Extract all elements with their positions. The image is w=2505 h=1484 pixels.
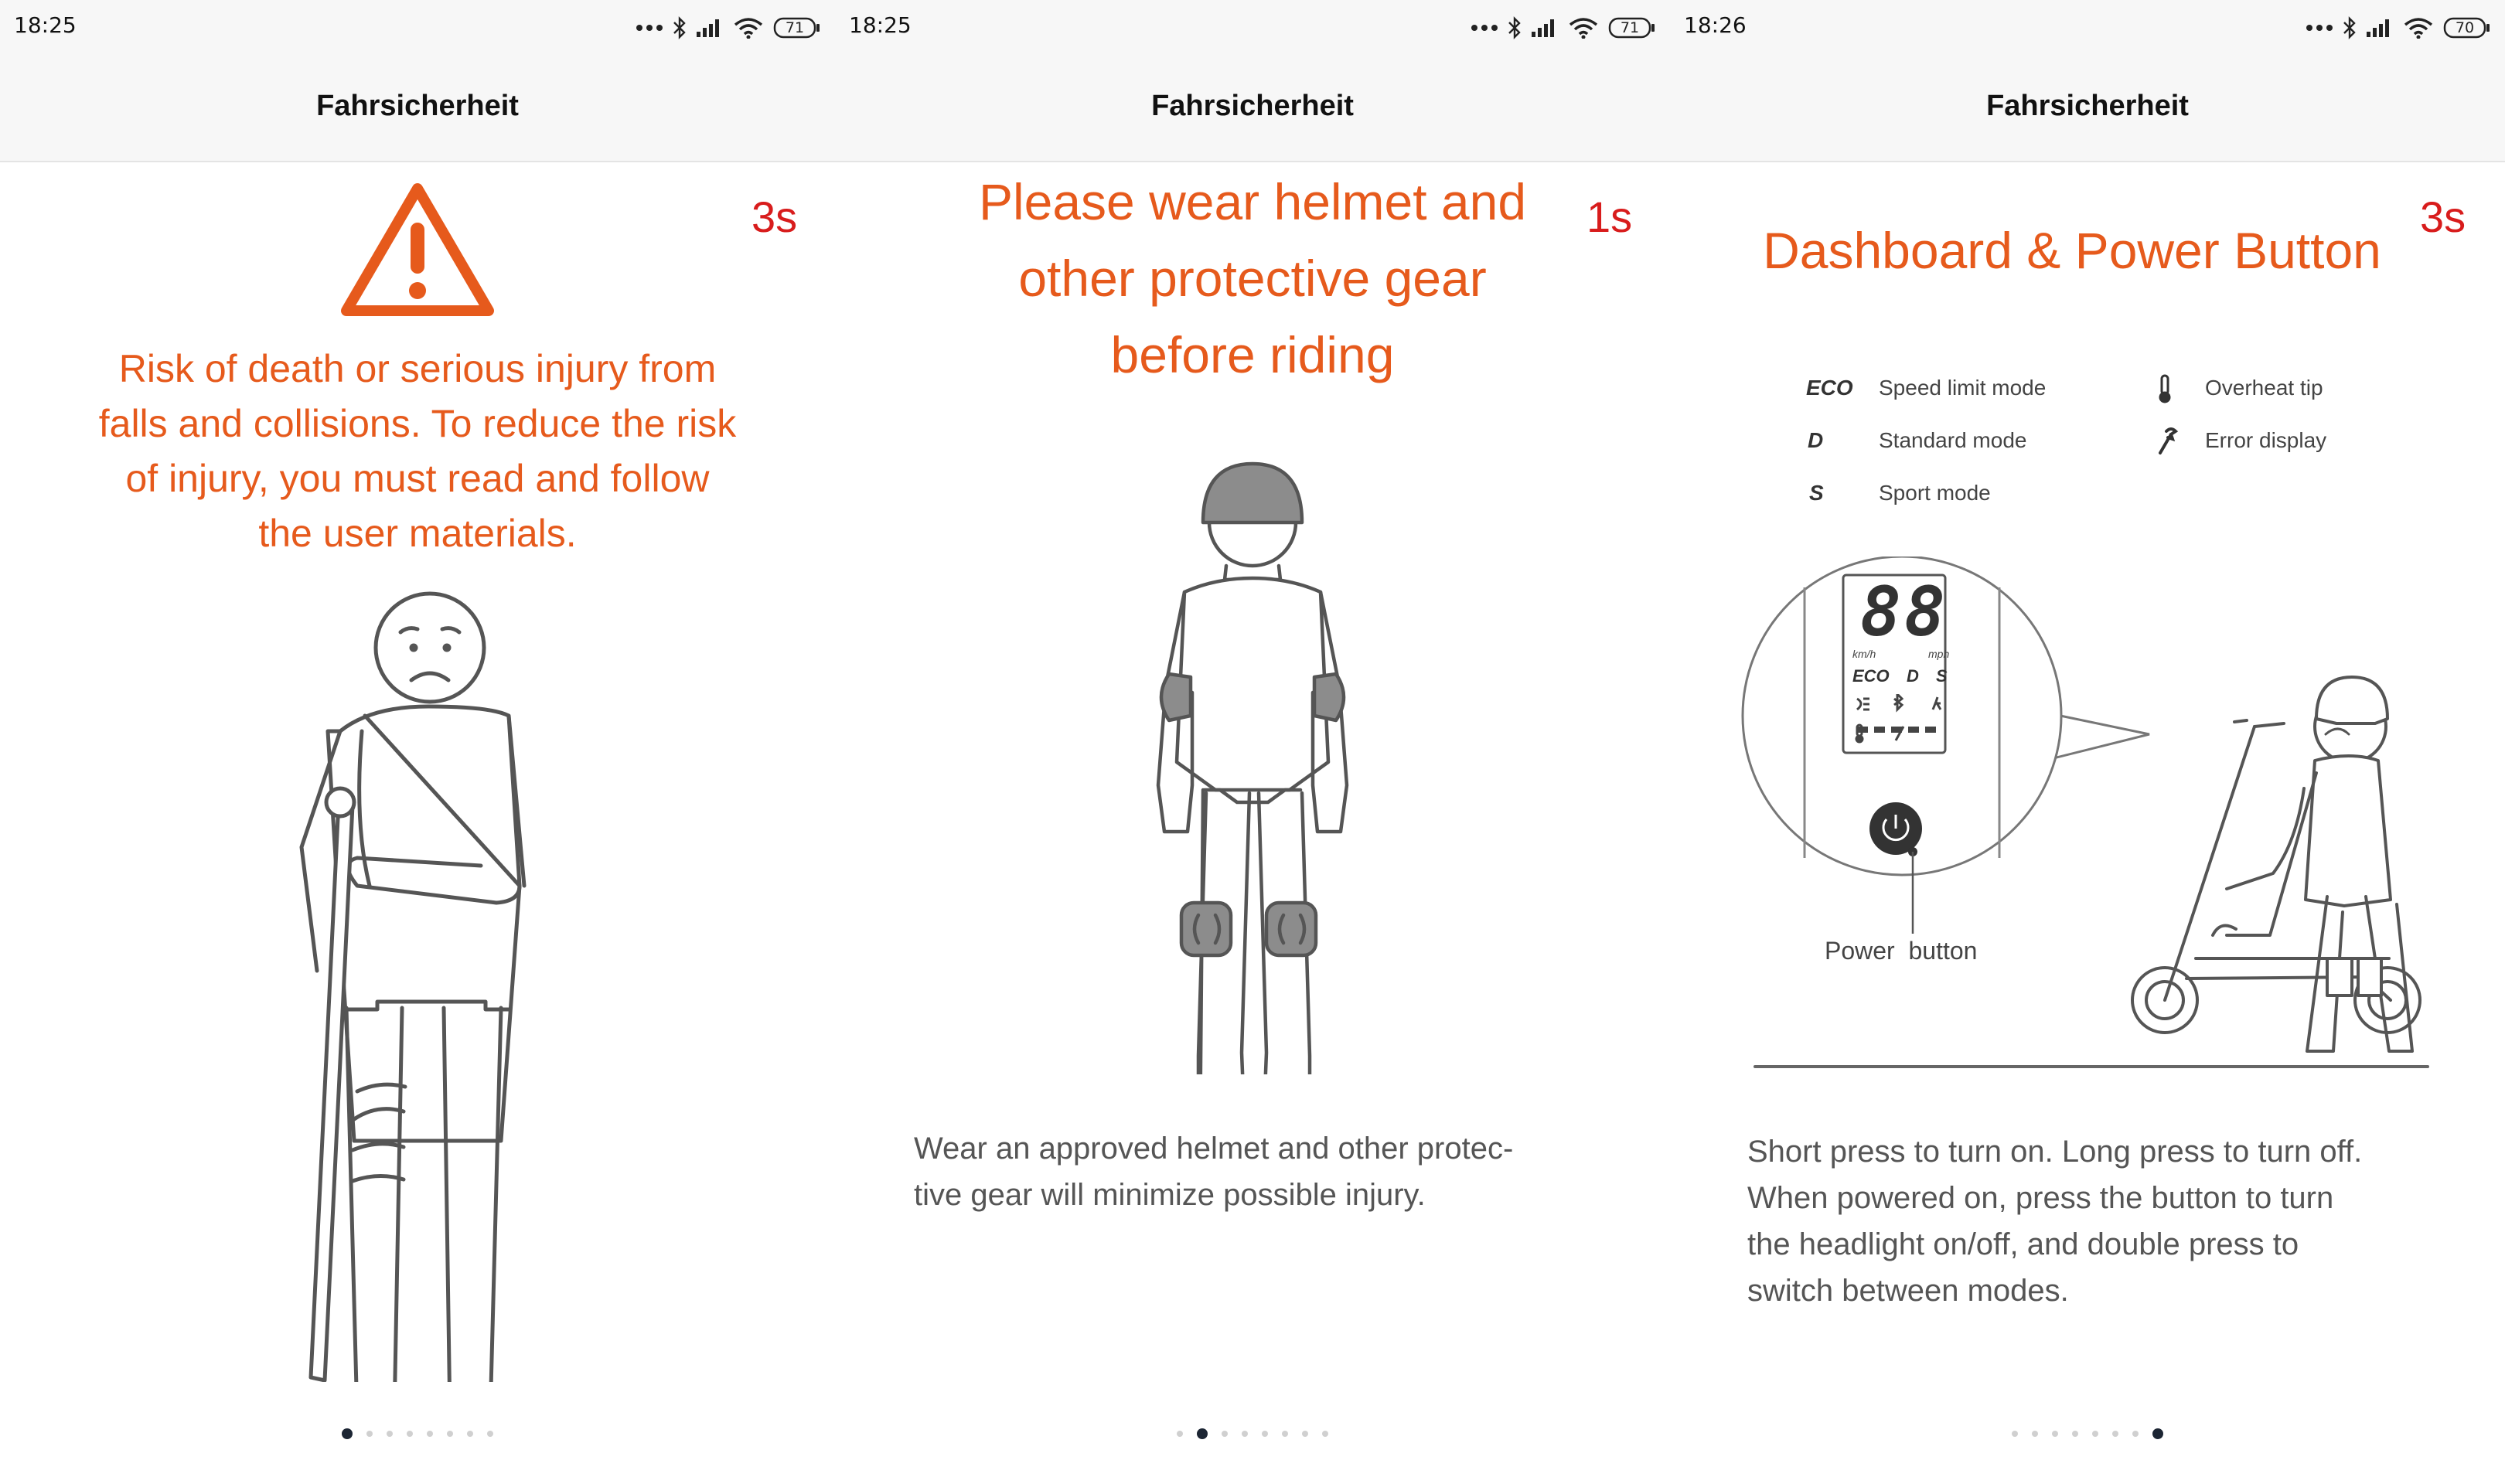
page-title: Fahrsicherheit <box>1151 90 1354 122</box>
signal-icon <box>2366 18 2394 38</box>
signal-icon <box>696 18 724 38</box>
page-dot[interactable] <box>1242 1431 1248 1437</box>
wifi-icon <box>1568 17 1599 39</box>
status-time: 18:25 <box>14 12 77 38</box>
screen-panel-2 <box>835 0 1670 1484</box>
bluetooth-icon <box>1508 16 1522 39</box>
protected-rider-illustration <box>1129 456 1376 1074</box>
page-dot[interactable] <box>342 1428 353 1439</box>
page-dot[interactable] <box>2152 1428 2163 1439</box>
standard-mode-label: Standard mode <box>1879 428 2027 452</box>
power-button-label: Power button <box>1825 937 1978 965</box>
countdown-timer: 3s <box>2420 192 2466 241</box>
wifi-icon <box>733 17 764 39</box>
dashboard-body-text: Short press to turn on. Long press to turn off. When powered on, press the button to turn the headlight on/off, and double press to switch between modes. <box>1747 1135 2363 1308</box>
thermometer-icon <box>2157 374 2173 403</box>
sport-mode-label: Sport mode <box>1879 481 1991 505</box>
more-dots-icon <box>1471 24 1498 32</box>
page-dot[interactable] <box>447 1431 453 1437</box>
wrench-icon <box>2156 427 2179 456</box>
page-dot[interactable] <box>2112 1431 2118 1437</box>
battery-level: 71 <box>1620 19 1640 36</box>
bluetooth-icon <box>673 16 687 39</box>
screen-panel-3 <box>1670 0 2505 1484</box>
page-title: Fahrsicherheit <box>316 90 519 122</box>
page-title: Fahrsicherheit <box>1986 90 2189 122</box>
app-bar <box>1670 56 2505 162</box>
signal-icon <box>1531 18 1559 38</box>
eco-mode-symbol: ECO <box>1806 376 1853 400</box>
speed-display-digits: 88 <box>1860 572 1948 652</box>
page-dot[interactable] <box>2032 1431 2038 1437</box>
page-dot[interactable] <box>427 1431 433 1437</box>
error-display-label: Error display <box>2205 428 2327 452</box>
page-indicator <box>0 1428 835 1439</box>
d-mode-symbol: D <box>1808 428 1824 452</box>
dashboard-heading: Dashboard & Power Button <box>1763 222 2381 279</box>
app-bar <box>0 56 835 162</box>
bluetooth-icon <box>2343 16 2357 39</box>
page-dot[interactable] <box>366 1431 373 1437</box>
countdown-timer: 1s <box>1586 192 1633 241</box>
speed-limit-mode-label: Speed limit mode <box>1879 376 2047 400</box>
dashboard-callout-illustration <box>1732 556 2466 1082</box>
page-dot[interactable] <box>2072 1431 2078 1437</box>
display-status-icons <box>1852 694 1953 748</box>
page-dot[interactable] <box>2012 1431 2018 1437</box>
battery-level: 70 <box>2455 19 2475 36</box>
warning-triangle-icon <box>337 179 498 320</box>
page-dot[interactable] <box>467 1431 473 1437</box>
page-dot[interactable] <box>1222 1431 1228 1437</box>
wifi-icon <box>2403 17 2434 39</box>
battery-level: 71 <box>785 19 805 36</box>
unit-mph: mph <box>1928 648 1950 660</box>
page-dot[interactable] <box>2132 1431 2139 1437</box>
warning-message: Risk of death or serious injury from falls and collisions. To reduce the risk of injury, you must read and follow the user materials. <box>98 347 737 555</box>
more-dots-icon <box>2306 24 2333 32</box>
page-dot[interactable] <box>1282 1431 1288 1437</box>
status-time: 18:25 <box>849 12 912 38</box>
page-indicator <box>1670 1428 2505 1439</box>
status-bar <box>0 0 835 56</box>
page-dot[interactable] <box>1322 1431 1328 1437</box>
page-dot[interactable] <box>1197 1428 1208 1439</box>
more-dots-icon <box>636 24 663 32</box>
unit-kmh: km/h <box>1852 648 1876 660</box>
page-dot[interactable] <box>2092 1431 2098 1437</box>
page-dot[interactable] <box>2052 1431 2058 1437</box>
page-dot[interactable] <box>487 1431 493 1437</box>
page-dot[interactable] <box>407 1431 413 1437</box>
countdown-timer: 3s <box>752 192 798 241</box>
injured-person-illustration <box>263 578 572 1382</box>
status-bar <box>1670 0 2505 56</box>
page-indicator <box>835 1428 1670 1439</box>
overheat-tip-label: Overheat tip <box>2205 376 2323 400</box>
app-bar <box>835 56 1670 162</box>
display-mode-eco: ECO <box>1852 666 1890 686</box>
s-mode-symbol: S <box>1809 481 1824 505</box>
battery-icon <box>773 17 821 39</box>
safety-body-text: Wear an approved helmet and other protec- tive gear will minimize possible injury. <box>914 1132 1514 1212</box>
page-dot[interactable] <box>387 1431 393 1437</box>
page-dot[interactable] <box>1302 1431 1308 1437</box>
display-mode-d: D <box>1907 666 1919 686</box>
page-dot[interactable] <box>1262 1431 1268 1437</box>
page-dot[interactable] <box>1177 1431 1183 1437</box>
status-bar <box>835 0 1670 56</box>
safety-heading: Please wear helmet and other protective gear before riding <box>978 173 1527 383</box>
display-mode-s: S <box>1936 666 1948 686</box>
status-time: 18:26 <box>1684 12 1747 38</box>
battery-icon <box>1608 17 1656 39</box>
screen-panel-1 <box>0 0 835 1484</box>
battery-icon <box>2443 17 2491 39</box>
